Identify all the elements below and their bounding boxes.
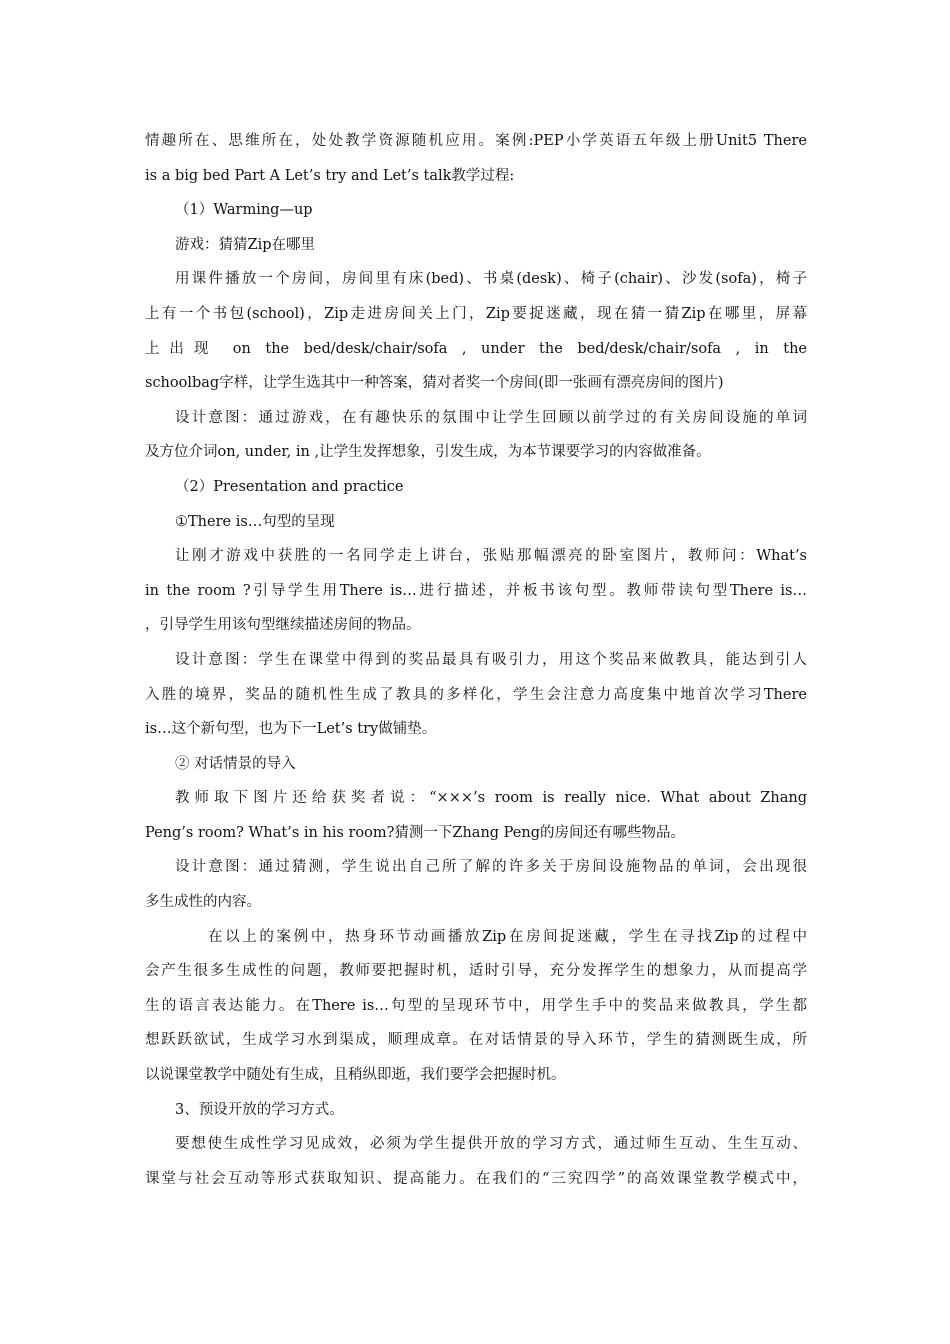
text-line: 上出现 on the bed/desk/chair/sofa , under the bed/desk/chair/sofa , in the xyxy=(145,340,807,357)
text-line: 游戏：猜猜Zip在哪里 xyxy=(175,236,315,253)
text-line: 想跃跃欲试，生成学习水到渠成，顺理成章。在对话情景的导入环节，学生的猜测既生成，所 xyxy=(145,1032,807,1049)
section-heading-warming-up: （1）Warming—up xyxy=(175,202,313,219)
text-line: in the room ?引导学生用There is…进行描述，并板书该句型。教师带读句型There is… xyxy=(145,582,807,599)
text-line: 情趣所在、思维所在，处处教学资源随机应用。案例:PEP小学英语五年级上册Unit5 There xyxy=(145,133,807,149)
text-line: 教师取下图片还给获奖者说：“×××’s room is really nice. What about Zhang xyxy=(175,790,807,807)
text-line: 用课件播放一个房间，房间里有床(bed)、书桌(desk)、椅子(chair)、沙发(sofa)，椅子 xyxy=(175,271,807,288)
section-heading: 3、预设开放的学习方式。 xyxy=(175,1101,344,1118)
text-line: 生的语言表达能力。在There is…句型的呈现环节中，用学生手中的奖品来做教具，学生都 xyxy=(145,997,807,1014)
text-line: 会产生很多生成性的问题，教师要把握时机，适时引导，充分发挥学生的想象力，从而提高学 xyxy=(145,963,807,980)
subsection-heading: ② 对话情景的导入 xyxy=(175,755,296,772)
text-line: is…这个新句型，也为下一Let’s try做铺垫。 xyxy=(145,721,437,738)
text-line: is a big bed Part A Let’s try and Let’s talk教学过程: xyxy=(145,167,515,184)
text-line: 在以上的案例中，热身环节动画播放Zip在房间捉迷藏，学生在寻找Zip的过程中 xyxy=(208,928,807,945)
text-line: 以说课堂教学中随处有生成，且稍纵即逝，我们要学会把握时机。 xyxy=(145,1067,566,1084)
subsection-heading: ①There is…句型的呈现 xyxy=(175,513,335,530)
text-line: schoolbag字样，让学生选其中一种答案，猜对者奖一个房间(即一张画有漂亮房间的图片) xyxy=(145,375,724,392)
text-line: 入胜的境界，奖品的随机性生成了教具的多样化，学生会注意力高度集中地首次学习There xyxy=(145,686,807,703)
text-line: 设计意图：通过游戏，在有趣快乐的氛围中让学生回顾以前学过的有关房间设施的单词 xyxy=(175,409,807,426)
text-line: 多生成性的内容。 xyxy=(145,894,261,911)
text-line: 设计意图：通过猜测，学生说出自己所了解的许多关于房间设施物品的单词，会出现很 xyxy=(175,859,807,876)
text-line: 课堂与社会互动等形式获取知识、提高能力。在我们的“三究四学”的高效课堂教学模式中， xyxy=(145,1170,807,1187)
text-line: 上有一个书包(school)，Zip走进房间关上门，Zip要捉迷藏，现在猜一猜Zip在哪里，屏幕 xyxy=(145,305,807,322)
text-line: Peng’s room? What’s in his room?猜测一下Zhang Peng的房间还有哪些物品。 xyxy=(145,824,685,841)
section-heading-presentation: （2）Presentation and practice xyxy=(175,478,404,495)
text-line: 让刚才游戏中获胜的一名同学走上讲台，张贴那幅漂亮的卧室图片，教师问：What’s xyxy=(175,548,807,565)
text-line: 设计意图：学生在课堂中得到的奖品最具有吸引力，用这个奖品来做教具，能达到引人 xyxy=(175,651,807,668)
text-line: ，引导学生用该句型继续描述房间的物品。 xyxy=(145,617,421,634)
document-body xyxy=(145,124,807,1196)
text-line: 及方位介词on, under, in ,让学生发挥想象，引发生成，为本节课要学习的内容做准备。 xyxy=(145,444,711,461)
text-line: 要想使生成性学习见成效，必须为学生提供开放的学习方式，通过师生互动、生生互动、 xyxy=(175,1136,807,1153)
